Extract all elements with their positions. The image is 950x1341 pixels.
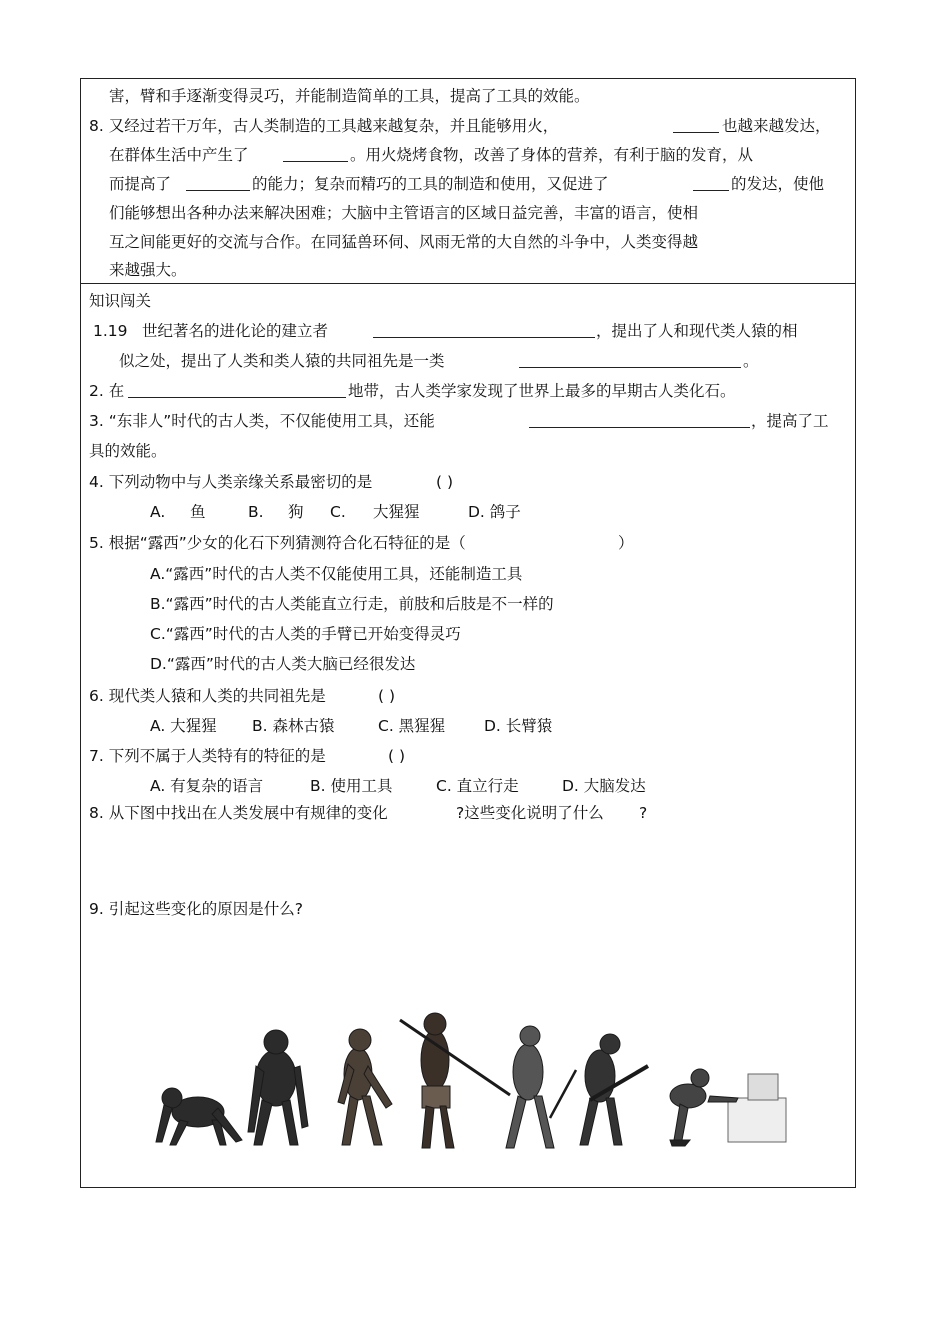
worker-figure-6: [580, 1034, 648, 1145]
option-text: A. 大猩猩: [150, 717, 217, 735]
text-line: 来越强大。: [109, 261, 187, 279]
text-line: 而提高了: [109, 175, 172, 193]
section-divider: [80, 283, 856, 284]
option-text: D.“露西”时代的古人类大脑已经很发达: [150, 655, 416, 673]
text-line: 1.19: [93, 322, 128, 340]
answer-blank[interactable]: [519, 353, 741, 368]
option-text: 鱼: [190, 503, 206, 521]
text-line: ，提出了人和现代类人猿的相: [596, 322, 798, 340]
text-line: 害，臂和手逐渐变得灵巧，并能制造简单的工具，提高了工具的效能。: [109, 87, 590, 105]
option-text: C. 直立行走: [436, 777, 519, 795]
answer-paren[interactable]: ( ): [388, 747, 406, 765]
answer-paren[interactable]: ( ): [378, 687, 396, 705]
text-line: 地带，古人类学家发现了世界上最多的早期古人类化石。: [348, 382, 736, 400]
option-text: D. 长臂猿: [484, 717, 553, 735]
answer-blank[interactable]: [283, 147, 348, 162]
option-text: A. 有复杂的语言: [150, 777, 264, 795]
option-text: B.“露西”时代的古人类能直立行走，前肢和后肢是不一样的: [150, 595, 554, 613]
ape-figure-2: [248, 1030, 308, 1145]
option-text: 狗: [288, 503, 304, 521]
text-line: 世纪著名的进化论的建立者: [142, 322, 329, 340]
answer-blank[interactable]: [673, 118, 719, 133]
spear-figure-4: [400, 1013, 510, 1148]
text-line: 似之处，提出了人类和类人猿的共同祖先是一类: [119, 352, 445, 370]
option-text: D. 鸽子: [468, 503, 521, 521]
walking-figure-5: [506, 1026, 576, 1148]
text-line: 在群体生活中产生了: [109, 146, 249, 164]
computer-user-figure-7: [670, 1069, 786, 1146]
question-5: 5. 根据“露西”少女的化石下列猜测符合化石特征的是（: [89, 534, 466, 552]
human-evolution-illustration: [150, 1000, 800, 1150]
text-line: 也越来越发达，: [722, 117, 831, 135]
answer-blank[interactable]: [693, 176, 729, 191]
option-text: B. 使用工具: [310, 777, 393, 795]
answer-paren[interactable]: ）: [618, 534, 634, 552]
text-line: 的能力；复杂而精巧的工具的制造和使用，又促进了: [252, 175, 609, 193]
option-label: A.: [150, 503, 166, 521]
section-heading: 知识闯关: [89, 292, 152, 310]
answer-blank[interactable]: [186, 176, 250, 191]
option-text: A.“露西”时代的古人类不仅能使用工具，还能制造工具: [150, 565, 523, 583]
option-text: C.“露西”时代的古人类的手臂已开始变得灵巧: [150, 625, 461, 643]
text-line: ?这些变化说明了什么: [456, 804, 604, 822]
question-9: 9. 引起这些变化的原因是什么?: [89, 900, 303, 918]
text-line: 8. 又经过若干万年，古人类制造的工具越来越复杂，并且能够用火，: [89, 117, 559, 135]
text-line: 具的效能。: [89, 442, 167, 460]
answer-blank[interactable]: [529, 413, 750, 428]
question-4: 4. 下列动物中与人类亲缘关系最密切的是: [89, 473, 373, 491]
hominid-figure-3: [338, 1029, 392, 1145]
question-7: 7. 下列不属于人类特有的特征的是: [89, 747, 326, 765]
option-text: C. 黑猩猩: [378, 717, 446, 735]
text-line: ?: [639, 804, 648, 822]
question-8: 8. 从下图中找出在人类发展中有规律的变化: [89, 804, 388, 822]
text-line: 们能够想出各种办法来解决困难；大脑中主管语言的区域日益完善，丰富的语言，使相: [109, 204, 699, 222]
answer-blank[interactable]: [373, 323, 595, 338]
option-label: B.: [248, 503, 264, 521]
answer-paren[interactable]: ( ): [436, 473, 454, 491]
text-line: ，提高了工: [751, 412, 829, 430]
option-text: 大猩猩: [373, 503, 420, 521]
text-line: 2. 在: [89, 382, 125, 400]
text-line: 。用火烧烤食物，改善了身体的营养，有利于脑的发育，从: [350, 146, 754, 164]
option-text: D. 大脑发达: [562, 777, 646, 795]
text-line: 互之间能更好的交流与合作。在同猛兽环伺、风雨无常的大自然的斗争中，人类变得越: [109, 233, 699, 251]
option-text: B. 森林古猿: [252, 717, 335, 735]
text-line: 。: [743, 352, 759, 370]
option-label: C.: [330, 503, 346, 521]
text-line: 的发达，使他: [731, 175, 825, 193]
text-line: 3. “东非人”时代的古人类，不仅能使用工具，还能: [89, 412, 435, 430]
ape-figure-1: [156, 1088, 242, 1145]
answer-blank[interactable]: [128, 383, 346, 398]
question-6: 6. 现代类人猿和人类的共同祖先是: [89, 687, 326, 705]
